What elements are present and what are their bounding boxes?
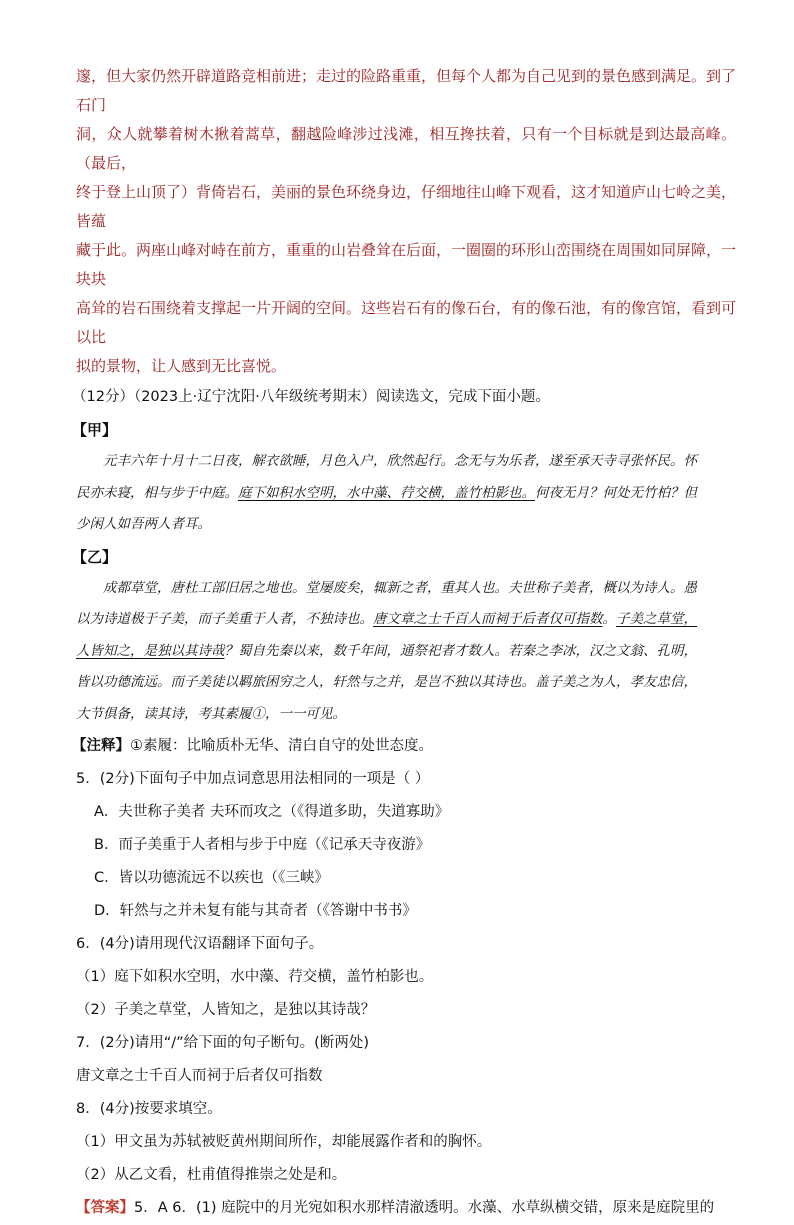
question-8 bbox=[76, 1093, 736, 1192]
answer-text: 5．A 6．(1) 庭院中的月光宛如积水那样清澈透明。水藻、水草纵横交错，原来是庭院里的 bbox=[134, 1200, 715, 1216]
yi-line bbox=[76, 604, 736, 636]
jia-text: 何夜无月？何处无竹柏？但 bbox=[535, 484, 697, 501]
passage-line: 藏于此。两座山峰对峙在前方，重重的山岩叠耸在后面，一圈圈的环形山峦围绕在周围如同屏障，一块块 bbox=[76, 241, 737, 288]
yi-passage bbox=[76, 573, 736, 731]
jia-line: 少闲人如吾两人者耳。 bbox=[76, 516, 211, 532]
question-7 bbox=[76, 1027, 736, 1093]
jia-passage bbox=[76, 446, 736, 541]
question-5 bbox=[76, 763, 736, 928]
yi-line: 大节俱备，读其诗，考其素履①，一一可见。 bbox=[76, 705, 346, 722]
answer-line bbox=[76, 1192, 736, 1225]
question-item: （1）庭下如积水空明，水中藻、荇交横，盖竹柏影也。 bbox=[76, 969, 434, 985]
passage-line: 拟的景物，让人感到无比喜悦。 bbox=[76, 357, 287, 375]
top-passage bbox=[76, 62, 736, 381]
yi-line: 成都草堂，唐杜工部旧居之地也。堂屡废矣，辄新之者，重其人也。夫世称子美者，概以为诗人。愚 bbox=[103, 579, 697, 596]
jia-label: 【甲】 bbox=[72, 421, 118, 439]
yi-underlined-sentence: 子美之草堂， bbox=[616, 611, 697, 627]
question-intro: （12分）（2023上·辽宁沈阳·八年级统考期末）阅读选文，完成下面小题。 bbox=[72, 389, 550, 405]
document-page bbox=[72, 62, 737, 1225]
question-stem: 7．(2分)请用“/”给下面的句子断句。(断两处) bbox=[76, 1035, 369, 1051]
yi-line: 皆以功德流远。而子美徒以羁旅困穷之人，轩然与之并，是岂不独以其诗也。盖子美之为人，孝友忠信， bbox=[76, 674, 697, 690]
jia-line bbox=[76, 478, 736, 510]
question-6 bbox=[76, 928, 736, 1027]
option-a: A．夫世称子美者 夫环而攻之（《得道多助，失道寡助》 bbox=[94, 804, 450, 820]
passage-line: 洞，众人就攀着树木揪着蒿草，翻越险峰涉过浅滩，相互搀扶着，只有一个目标就是到达最高峰。（最后， bbox=[76, 125, 736, 172]
yi-underlined-sentence: 唐文章之士千百人而祠于后者仅可指数 bbox=[373, 611, 603, 627]
answer-label: 【答案】 bbox=[76, 1200, 134, 1216]
question-item: （1）甲文虽为苏轼被贬黄州期间所作，却能展露作者和的胸怀。 bbox=[76, 1134, 492, 1150]
passage-line: 终于登上山顶了）背倚岩石，美丽的景色环绕身边，仔细地往山峰下观看，这才知道庐山七岭之美，皆蕴 bbox=[76, 183, 737, 230]
question-item: （2）子美之草堂，人皆知之，是独以其诗哉？ bbox=[76, 1002, 376, 1018]
jia-underlined-sentence: 庭下如积水空明，水中藻、荇交横，盖竹柏影也。 bbox=[238, 484, 535, 501]
passage-line: 高耸的岩石围绕着支撑起一片开阔的空间。这些岩石有的像石台，有的像石池，有的像宫馆，看到可以比 bbox=[76, 299, 737, 346]
question-stem: 5．(2分)下面句子中加点词意思用法相同的一项是（ ） bbox=[76, 771, 430, 787]
question-sentence: 唐文章之士千百人而祠于后者仅可指数 bbox=[76, 1068, 323, 1084]
yi-underlined-sentence: 人皆知之，是独以其诗哉 bbox=[76, 642, 225, 659]
yi-text: 以为诗道极于子美，而子美重于人者，不独诗也。 bbox=[76, 611, 373, 627]
question-stem: 6．(4分)请用现代汉语翻译下面句子。 bbox=[76, 936, 324, 952]
annotation-label: 【注释】 bbox=[72, 738, 130, 754]
question-stem: 8．(4分)按要求填空。 bbox=[76, 1101, 222, 1117]
yi-text: 。 bbox=[602, 611, 616, 627]
annotation bbox=[72, 730, 736, 763]
jia-text: 民亦未寝，相与步于中庭。 bbox=[76, 484, 238, 501]
yi-line bbox=[76, 636, 736, 668]
annotation-text: ①素履：比喻质朴无华、清白自守的处世态度。 bbox=[130, 738, 433, 754]
option-c: C．皆以功德流远不以疾也（《三峡》 bbox=[94, 870, 329, 886]
option-b: B．而子美重于人者相与步于中庭（《记承天寺夜游》 bbox=[94, 837, 431, 853]
option-d: D．轩然与之并未复有能与其奇者（《答谢中书书》 bbox=[94, 903, 417, 919]
passage-line: 邃，但大家仍然开辟道路竞相前进；走过的险路重重，但每个人都为自己见到的景色感到满足。到了石门 bbox=[76, 67, 737, 114]
yi-label: 【乙】 bbox=[72, 547, 118, 566]
jia-line: 元丰六年十月十二日夜，解衣欲睡，月色入户，欣然起行。念无与为乐者，遂至承天寺寻张怀民。怀 bbox=[103, 453, 697, 469]
question-item: （2）从乙文看，杜甫值得推崇之处是和。 bbox=[76, 1167, 347, 1183]
yi-text: ？蜀自先秦以来，数千年间，通祭祀者才数人。若秦之李冰，汉之文翁、孔明， bbox=[224, 642, 697, 659]
